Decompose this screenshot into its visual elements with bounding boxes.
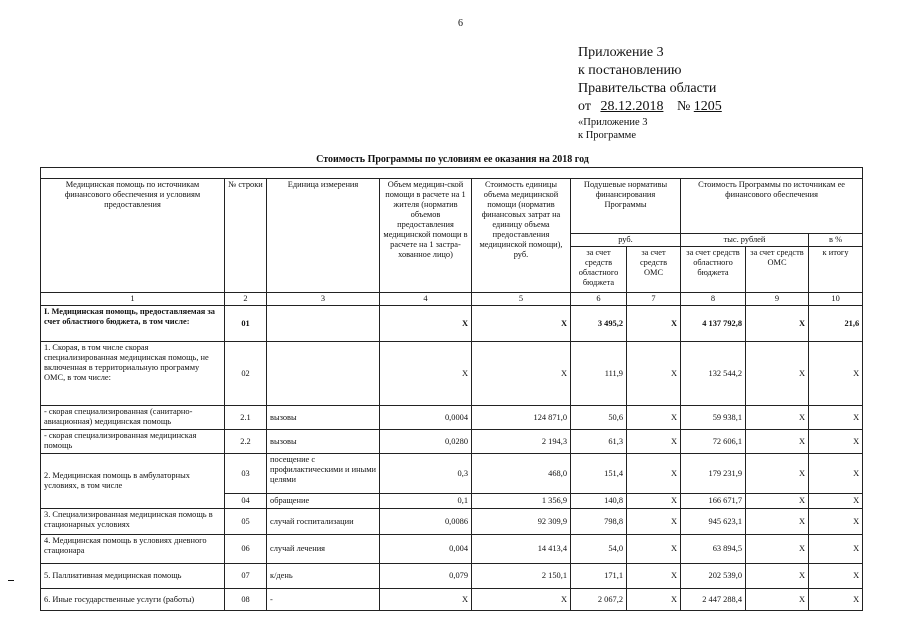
header-row-1: [41, 179, 863, 234]
row-vol: X: [380, 589, 472, 611]
row-st-oms: X: [746, 342, 809, 406]
column-number-row: [41, 293, 863, 306]
row-pd-oms: X: [627, 406, 681, 430]
row-st-budget: 166 671,7: [681, 494, 746, 509]
row-unit: случай лечения: [267, 535, 380, 564]
row-st-budget: 63 894,5: [681, 535, 746, 564]
row-num: 07: [225, 564, 267, 589]
row-num: 05: [225, 509, 267, 535]
row-st-oms: X: [746, 494, 809, 509]
row-st-budget: 4 137 792,8: [681, 306, 746, 342]
col-number: 8: [681, 293, 746, 306]
row-pct: X: [809, 494, 863, 509]
row-pct: X: [809, 430, 863, 454]
row-unit: вызовы: [267, 406, 380, 430]
row-st-budget: 132 544,2: [681, 342, 746, 406]
row-pd-oms: X: [627, 509, 681, 535]
row-pd-oms: X: [627, 454, 681, 494]
row-pd-oms: X: [627, 342, 681, 406]
row-cost: X: [472, 342, 571, 406]
row-num: 06: [225, 535, 267, 564]
cost-table: [40, 167, 863, 611]
row-num: 03: [225, 454, 267, 494]
appendix-line1: Приложение 3: [578, 45, 664, 60]
table-row: [41, 589, 863, 611]
table-row: [41, 342, 863, 406]
col-number: 4: [380, 293, 472, 306]
row-pd-oms: X: [627, 535, 681, 564]
table-row: [41, 535, 863, 564]
row-pct: X: [809, 564, 863, 589]
row-cost: 1 356,9: [472, 494, 571, 509]
row-name: 6. Иные государственные услуги (работы): [41, 589, 225, 611]
row-vol: 0,3: [380, 454, 472, 494]
row-pd-budget: 54,0: [571, 535, 627, 564]
appendix-line3: Правительства области: [578, 81, 717, 96]
row-vol: 0,079: [380, 564, 472, 589]
row-cost: 14 413,4: [472, 535, 571, 564]
row-name: 4. Медицинская помощь в условиях дневного стационара: [41, 535, 225, 564]
row-pd-budget: 171,1: [571, 564, 627, 589]
row-st-oms: X: [746, 430, 809, 454]
header-cell: за счет средств ОМС: [627, 247, 681, 293]
row-pd-budget: 798,8: [571, 509, 627, 535]
header-cell: в %: [809, 234, 863, 247]
date-prefix: от: [578, 99, 591, 114]
col-number: 10: [809, 293, 863, 306]
row-st-oms: X: [746, 406, 809, 430]
row-vol: 0,1: [380, 494, 472, 509]
row-cost: 2 150,1: [472, 564, 571, 589]
row-st-oms: X: [746, 535, 809, 564]
row-vol: X: [380, 342, 472, 406]
row-unit: [267, 306, 380, 342]
table-row: [41, 509, 863, 535]
row-pd-oms: X: [627, 589, 681, 611]
table-row: [41, 406, 863, 430]
row-unit: [267, 342, 380, 406]
header-cell: тыс. рублей: [681, 234, 809, 247]
table-row: [41, 430, 863, 454]
page-number: 6: [458, 18, 463, 29]
table-row: [41, 454, 863, 494]
row-pd-budget: 61,3: [571, 430, 627, 454]
row-vol: 0,0280: [380, 430, 472, 454]
number-prefix: №: [676, 99, 691, 114]
row-st-oms: X: [746, 306, 809, 342]
row-st-oms: X: [746, 564, 809, 589]
header-cell: Стоимость Программы по источникам ее финансового обеспечения: [681, 179, 863, 234]
row-pd-oms: X: [627, 564, 681, 589]
row-vol: X: [380, 306, 472, 342]
col-number: 7: [627, 293, 681, 306]
header-cell: руб.: [571, 234, 681, 247]
row-st-oms: X: [746, 509, 809, 535]
table-row: [41, 564, 863, 589]
row-pd-budget: 151,4: [571, 454, 627, 494]
row-name: 3. Специализированная медицинская помощь в стационарных условиях: [41, 509, 225, 535]
row-pct: 21,6: [809, 306, 863, 342]
row-num: 2.2: [225, 430, 267, 454]
row-pd-oms: X: [627, 430, 681, 454]
table-top-spacer: [41, 168, 863, 179]
header-cell: за счет средств областного бюджета: [571, 247, 627, 293]
appendix-block: [578, 44, 722, 142]
header-cell: Медицинская помощь по источникам финансового обеспечения и условиям предоставления: [41, 179, 225, 293]
appendix-sub2: к Программе: [578, 130, 636, 141]
row-st-budget: 945 623,1: [681, 509, 746, 535]
col-number: 9: [746, 293, 809, 306]
row-unit: посещение с профилактическими и иными целями: [267, 454, 380, 494]
row-st-budget: 72 606,1: [681, 430, 746, 454]
header-cell: Единица измерения: [267, 179, 380, 293]
row-num: 08: [225, 589, 267, 611]
document-title: Стоимость Программы по условиям ее оказания на 2018 год: [316, 154, 589, 165]
row-pct: X: [809, 406, 863, 430]
row-st-budget: 59 938,1: [681, 406, 746, 430]
header-cell: Стоимость единицы объема медицинской помощи (норматив финансовых затрат на единицу объема предоставления медицинской помощи), руб.: [472, 179, 571, 293]
header-cell: № строки: [225, 179, 267, 293]
row-unit: случай госпитализации: [267, 509, 380, 535]
header-cell: за счет средств ОМС: [746, 247, 809, 293]
header-cell: к итогу: [809, 247, 863, 293]
row-num: 2.1: [225, 406, 267, 430]
row-cost: X: [472, 589, 571, 611]
appendix-line2: к постановлению: [578, 63, 682, 78]
decree-date: 28.12.2018: [600, 99, 664, 114]
row-num: 02: [225, 342, 267, 406]
row-pd-budget: 140,8: [571, 494, 627, 509]
row-num: 01: [225, 306, 267, 342]
row-unit: к/день: [267, 564, 380, 589]
appendix-date-line: [578, 98, 722, 116]
row-unit: -: [267, 589, 380, 611]
header-cell: Подушевые нормативы финансирования Программы: [571, 179, 681, 234]
header-cell: Объем медицин-ской помощи в расчете на 1 жителя (норматив объемов предоставления медицинской помощи в расчете на 1 застра-хованное лицо): [380, 179, 472, 293]
row-num: 04: [225, 494, 267, 509]
row-unit: вызовы: [267, 430, 380, 454]
row-pd-budget: 3 495,2: [571, 306, 627, 342]
row-pct: X: [809, 342, 863, 406]
row-cost: 92 309,9: [472, 509, 571, 535]
col-number: 6: [571, 293, 627, 306]
row-name: I. Медицинская помощь, предоставляемая за счет областного бюджета, в том числе:: [41, 306, 225, 342]
row-vol: 0,004: [380, 535, 472, 564]
col-number: 1: [41, 293, 225, 306]
row-pd-budget: 50,6: [571, 406, 627, 430]
row-name: 5. Паллиативная медицинская помощь: [41, 564, 225, 589]
row-name: 2. Медицинская помощь в амбулаторных условиях, в том числе: [41, 454, 225, 509]
row-pct: X: [809, 589, 863, 611]
row-name: 1. Скорая, в том числе скорая специализированная медицинская помощь, не включенная в территориальную программу ОМС, в том числе:: [41, 342, 225, 406]
row-cost: 2 194,3: [472, 430, 571, 454]
row-st-budget: 202 539,0: [681, 564, 746, 589]
decree-number: 1205: [693, 99, 722, 114]
row-name: - скорая специализированная медицинская помощь: [41, 430, 225, 454]
row-st-budget: 2 447 288,4: [681, 589, 746, 611]
row-vol: 0,0004: [380, 406, 472, 430]
row-unit: обращение: [267, 494, 380, 509]
row-st-oms: X: [746, 589, 809, 611]
row-st-oms: X: [746, 454, 809, 494]
row-pd-budget: 111,9: [571, 342, 627, 406]
row-cost: X: [472, 306, 571, 342]
row-vol: 0,0086: [380, 509, 472, 535]
col-number: 5: [472, 293, 571, 306]
row-cost: 124 871,0: [472, 406, 571, 430]
header-cell: за счет средств областного бюджета: [681, 247, 746, 293]
row-pct: X: [809, 454, 863, 494]
row-pct: X: [809, 535, 863, 564]
appendix-sub1: «Приложение 3: [578, 117, 648, 128]
col-number: 2: [225, 293, 267, 306]
row-cost: 468,0: [472, 454, 571, 494]
row-pd-oms: X: [627, 306, 681, 342]
margin-mark: [8, 580, 14, 581]
row-pct: X: [809, 509, 863, 535]
row-name: - скорая специализированная (санитарно-авиационная) медицинская помощь: [41, 406, 225, 430]
table-row: [41, 306, 863, 342]
row-st-budget: 179 231,9: [681, 454, 746, 494]
row-pd-oms: X: [627, 494, 681, 509]
col-number: 3: [267, 293, 380, 306]
row-pd-budget: 2 067,2: [571, 589, 627, 611]
